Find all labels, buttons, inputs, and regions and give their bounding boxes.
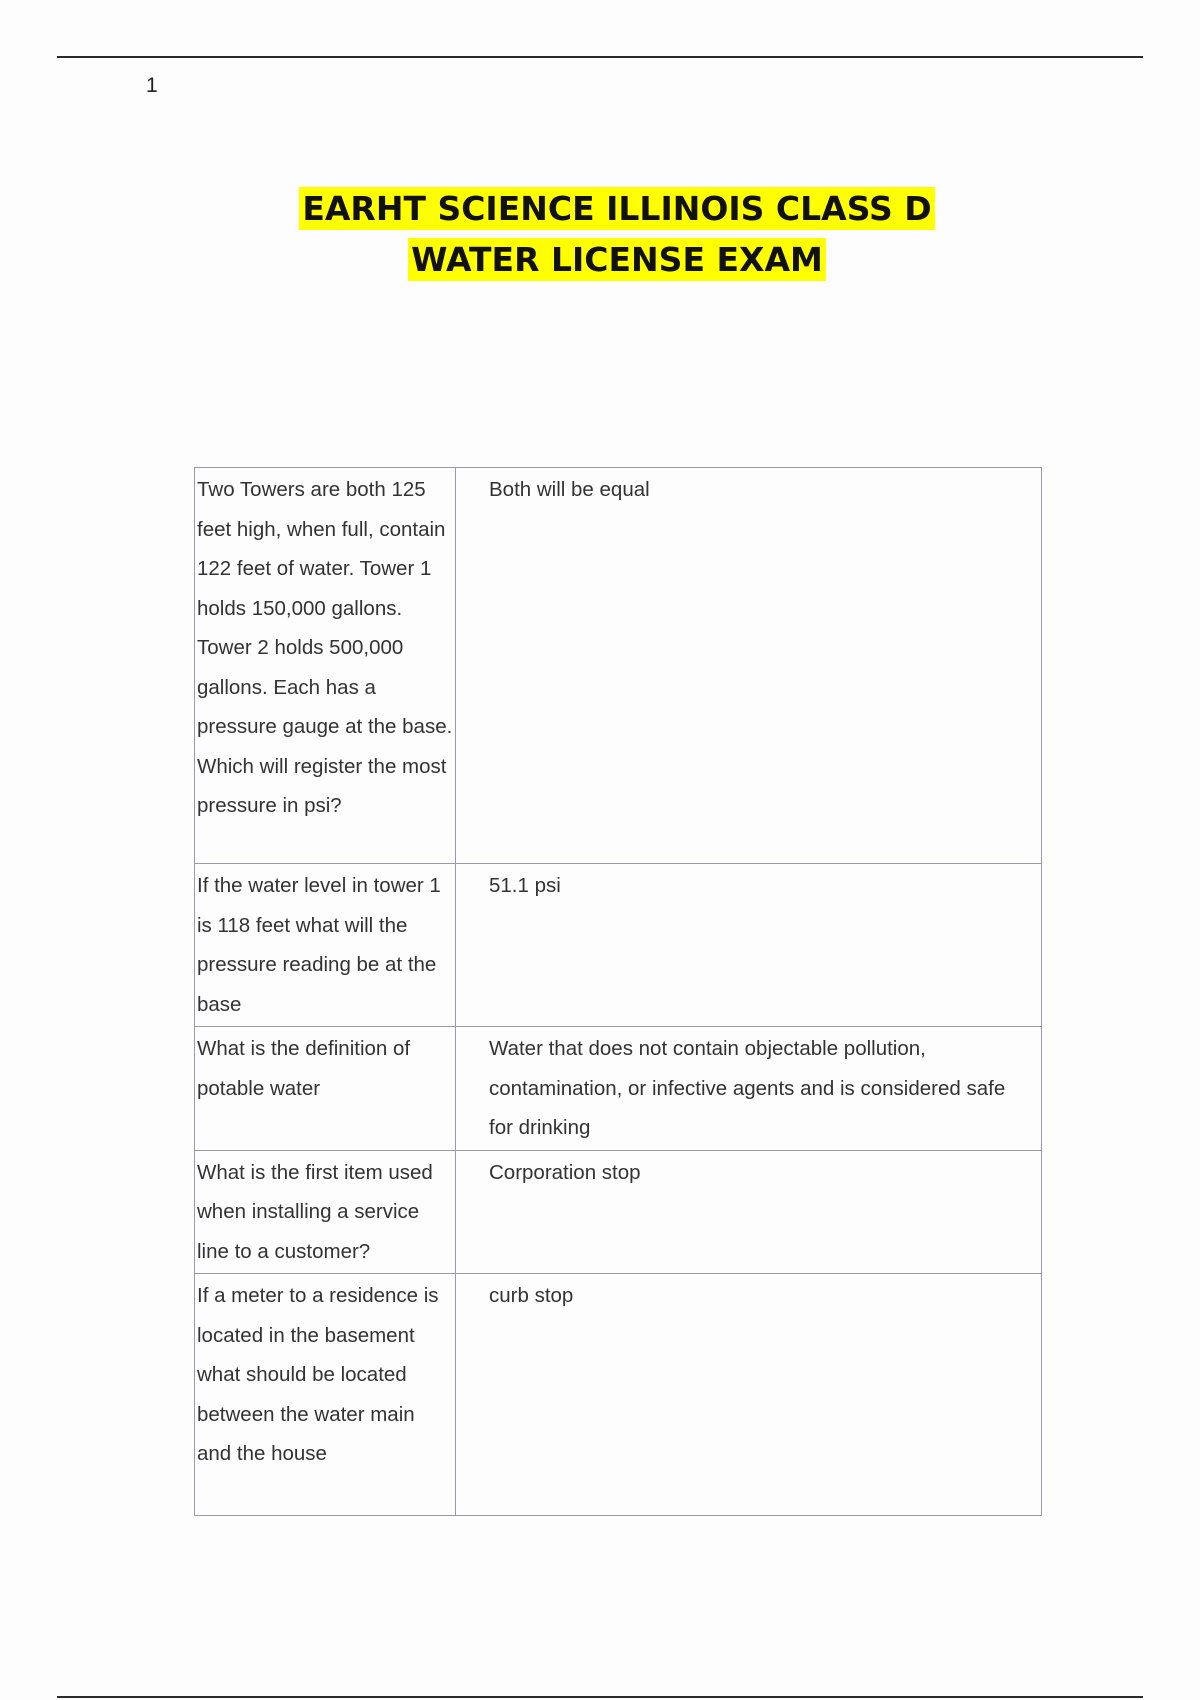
title-line-2: WATER LICENSE EXAM [408,238,826,281]
question-cell: What is the first item used when installing a service line to a customer? [195,1150,456,1274]
answer-cell: Both will be equal [456,468,1042,864]
title-line-1: EARHT SCIENCE ILLINOIS CLASS D [299,187,934,230]
answer-cell: Corporation stop [456,1150,1042,1274]
question-cell: If a meter to a residence is located in the basement what should be located between the water main and the house [195,1274,456,1516]
question-cell: If the water level in tower 1 is 118 feet what will the pressure reading be at the base [195,864,456,1027]
answer-cell: curb stop [456,1274,1042,1516]
table-row [195,1027,1042,1151]
answer-cell: Water that does not contain objectable pollution, contamination, or infective agents and is considered safe for drinking [456,1027,1042,1151]
header-rule [57,56,1143,58]
answer-cell: 51.1 psi [456,864,1042,1027]
table-row [195,1274,1042,1516]
question-cell: Two Towers are both 125 feet high, when full, contain 122 feet of water. Tower 1 holds 150,000 gallons. Tower 2 holds 500,000 gallons. Each has a pressure gauge at the base. Which will register the most pressure in psi? [195,468,456,864]
question-cell: What is the definition of potable water [195,1027,456,1151]
document-title [0,183,1200,285]
footer-rule [57,1696,1143,1698]
table-row [195,1150,1042,1274]
table-row [195,864,1042,1027]
qa-table [194,467,1042,1516]
table-row [195,468,1042,864]
page-number: 1 [146,74,158,97]
